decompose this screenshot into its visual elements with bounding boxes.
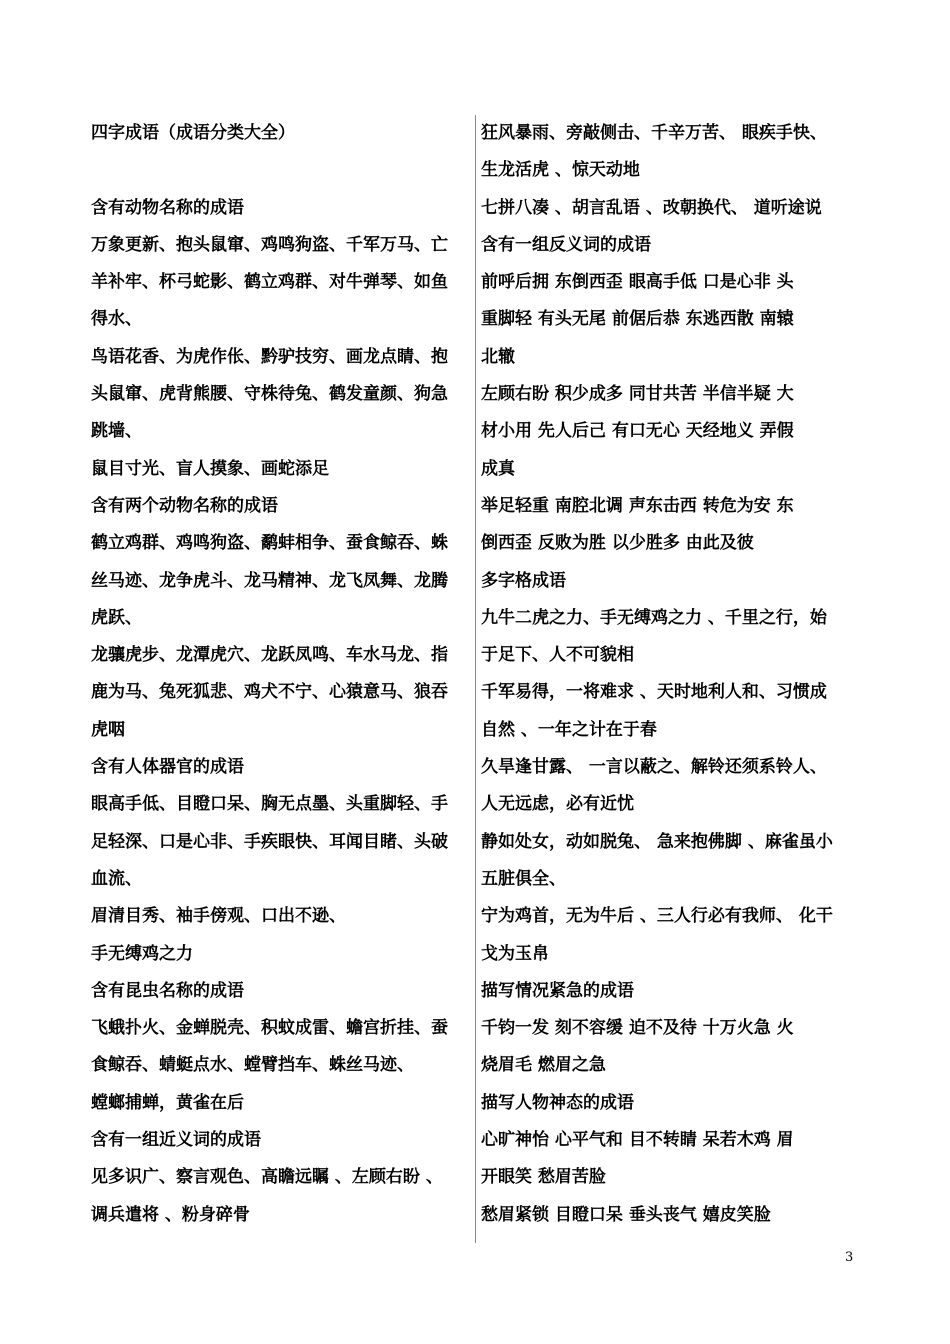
left-line: 丝马迹、龙争虎斗、龙马精神、龙飞凤舞、龙腾 [91, 570, 448, 591]
left-line: 飞蛾扑火、金蝉脱壳、积蚊成雷、蟾宫折挂、蚕 [91, 1018, 448, 1039]
left-line: 得水、 [91, 309, 142, 330]
right-line: 静如处女，动如脱兔、 急来抱佛脚 、麻雀虽小 [481, 831, 833, 852]
right-line: 五脏俱全、 [481, 868, 566, 889]
left-line: 含有人体器官的成语 [91, 757, 244, 778]
right-line: 千军易得，一将难求 、天时地利人和、习惯成 [481, 682, 827, 703]
left-line: 虎跃、 [91, 607, 142, 628]
right-line: 自然 、一年之计在于春 [481, 719, 657, 740]
left-line: 鹿为马、兔死狐悲、鸡犬不宁、心猿意马、狼吞 [91, 682, 448, 703]
left-line: 足轻深、口是心非、手疾眼快、耳闻目睹、头破 [91, 831, 448, 852]
column-divider [475, 115, 476, 1243]
right-line: 多字格成语 [481, 570, 566, 591]
left-line: 调兵遣将 、粉身碎骨 [91, 1204, 250, 1225]
left-line: 血流、 [91, 868, 142, 889]
right-line: 七拼八凑 、胡言乱语 、改朝换代、 道听途说 [481, 197, 822, 218]
right-line: 宁为鸡首，无为牛后 、三人行必有我师、 化干 [481, 906, 833, 927]
right-line: 生龙活虎 、惊天动地 [481, 160, 640, 181]
left-line: 螳螂捕蝉，黄雀在后 [91, 1092, 244, 1113]
right-line: 烧眉毛 燃眉之急 [481, 1055, 606, 1076]
page-number: 3 [845, 1250, 854, 1265]
right-line: 愁眉紧锁 目瞪口呆 垂头丧气 嬉皮笑脸 [481, 1204, 771, 1225]
left-line [91, 152, 474, 189]
right-line: 人无远虑，必有近忧 [481, 794, 634, 815]
right-line: 材小用 先人后己 有口无心 天经地义 弄假 [481, 421, 794, 442]
right-line: 左顾右盼 积少成多 同甘共苦 半信半疑 大 [481, 384, 794, 405]
right-column [481, 115, 866, 1234]
left-line: 万象更新、抱头鼠窜、鸡鸣狗盗、千军万马、亡 [91, 234, 448, 255]
left-line: 鸟语花香、为虎作伥、黔驴技穷、画龙点睛、抱 [91, 346, 448, 367]
left-line: 含有动物名称的成语 [91, 197, 244, 218]
right-line: 戈为玉帛 [481, 943, 549, 964]
right-line: 开眼笑 愁眉苦脸 [481, 1167, 606, 1188]
right-line: 描写人物神态的成语 [481, 1092, 634, 1113]
right-line: 狂风暴雨、旁敲侧击、千辛万苦、 眼疾手快、 [481, 123, 827, 143]
left-line: 跳墙、 [91, 421, 142, 442]
left-line: 鹤立鸡群、鸡鸣狗盗、鹬蚌相争、蚕食鲸吞、蛛 [91, 533, 448, 554]
left-line: 四字成语（成语分类大全） [91, 123, 295, 143]
right-line: 成真 [481, 458, 515, 479]
left-line: 手无缚鸡之力 [91, 943, 193, 964]
left-line: 含有一组近义词的成语 [91, 1130, 261, 1151]
left-column [91, 115, 474, 1234]
right-line: 久旱逢甘露、 一言以蔽之、解铃还须系铃人、 [481, 757, 827, 778]
left-line: 眉清目秀、袖手傍观、口出不逊、 [91, 906, 346, 927]
right-line: 千钧一发 刻不容缓 迫不及待 十万火急 火 [481, 1018, 794, 1039]
left-line: 羊补牢、杯弓蛇影、鹤立鸡群、对牛弹琴、如鱼 [91, 272, 448, 293]
right-line: 含有一组反义词的成语 [481, 234, 651, 255]
right-line: 于足下、人不可貌相 [481, 645, 634, 666]
right-line: 前呼后拥 东倒西歪 眼高手低 口是心非 头 [481, 272, 794, 293]
right-line: 重脚轻 有头无尾 前倨后恭 东逃西散 南辕 [481, 309, 794, 330]
left-line: 见多识广、察言观色、高瞻远瞩 、左顾右盼 、 [91, 1167, 443, 1188]
left-line: 眼高手低、目瞪口呆、胸无点墨、头重脚轻、手 [91, 794, 448, 815]
left-line: 龙骧虎步、龙潭虎穴、龙跃凤鸣、车水马龙、指 [91, 645, 448, 666]
left-line: 含有两个动物名称的成语 [91, 495, 278, 516]
left-line: 鼠目寸光、盲人摸象、画蛇添足 [91, 458, 329, 479]
left-line: 食鲸吞、蜻蜓点水、螳臂挡车、蛛丝马迹、 [91, 1055, 414, 1076]
right-line: 描写情况紧急的成语 [481, 980, 634, 1001]
right-line: 北辙 [481, 346, 515, 367]
right-line: 举足轻重 南腔北调 声东击西 转危为安 东 [481, 495, 794, 516]
left-line: 头鼠窜、虎背熊腰、守株待兔、鹤发童颜、狗急 [91, 384, 448, 405]
left-line: 含有昆虫名称的成语 [91, 980, 244, 1001]
right-line: 心旷神怡 心平气和 目不转睛 呆若木鸡 眉 [481, 1130, 794, 1151]
left-line: 虎咽 [91, 719, 125, 740]
right-line: 倒西歪 反败为胜 以少胜多 由此及彼 [481, 533, 754, 554]
right-line: 九牛二虎之力、手无缚鸡之力 、千里之行，始 [481, 607, 827, 628]
